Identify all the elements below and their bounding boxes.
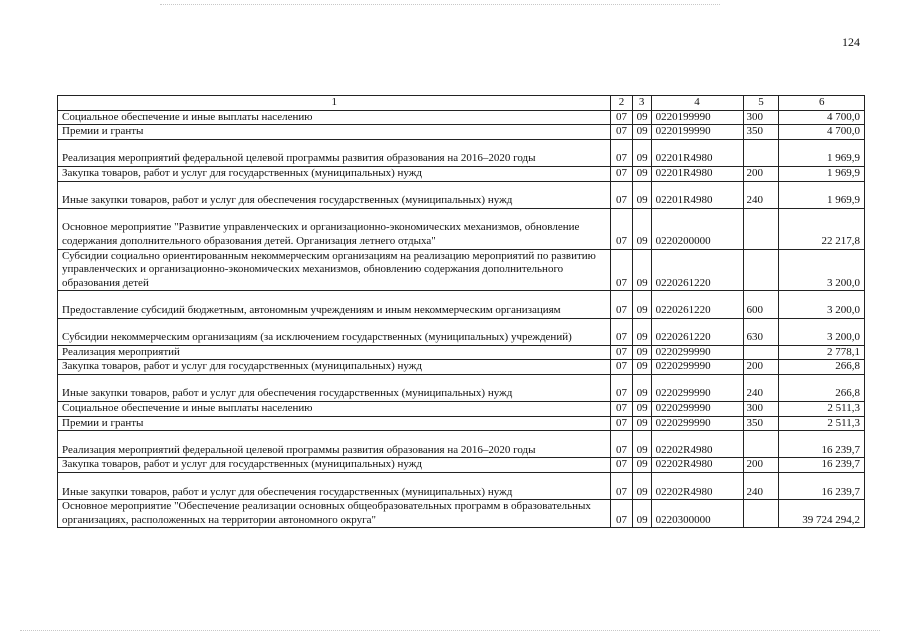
row-name-cell: Иные закупки товаров, работ и услуг для обеспечения государственных (муниципальных) нужд	[58, 473, 611, 500]
row-target-article-cell: 0220261220	[651, 318, 743, 345]
row-target-article-cell: 02201R4980	[651, 139, 743, 166]
table-row	[58, 360, 865, 375]
budget-table	[57, 95, 865, 528]
row-section-cell: 07	[611, 374, 632, 401]
row-amount-cell: 4 700,0	[779, 110, 865, 125]
row-expense-type-cell	[743, 431, 779, 458]
table-row	[58, 458, 865, 473]
header-col-5: 5	[743, 96, 779, 111]
row-name-cell: Субсидии некоммерческим организациям (за исключением государственных (муниципальных) учреждений)	[58, 318, 611, 345]
table-row	[58, 181, 865, 208]
row-subsection-cell: 09	[632, 208, 651, 249]
row-amount-cell: 16 239,7	[779, 431, 865, 458]
row-expense-type-cell: 300	[743, 110, 779, 125]
row-amount-cell: 16 239,7	[779, 458, 865, 473]
table-row	[58, 473, 865, 500]
row-amount-cell: 4 700,0	[779, 125, 865, 140]
scan-artifact-bottom	[20, 630, 880, 632]
row-subsection-cell: 09	[632, 431, 651, 458]
table-row	[58, 291, 865, 318]
row-subsection-cell: 09	[632, 360, 651, 375]
row-name-cell: Основное мероприятие "Развитие управленческих и организационно-экономических механизмов, обновление содержания дополнительного образования детей. Организация летнего отдыха"	[58, 208, 611, 249]
row-expense-type-cell: 200	[743, 360, 779, 375]
table-row	[58, 431, 865, 458]
row-target-article-cell: 0220299990	[651, 345, 743, 360]
row-amount-cell: 266,8	[779, 374, 865, 401]
row-target-article-cell: 0220299990	[651, 360, 743, 375]
row-expense-type-cell: 630	[743, 318, 779, 345]
row-name-cell: Реализация мероприятий федеральной целевой программы развития образования на 2016–2020 годы	[58, 431, 611, 458]
row-amount-cell: 2 511,3	[779, 402, 865, 417]
row-section-cell: 07	[611, 166, 632, 181]
row-name-cell: Иные закупки товаров, работ и услуг для обеспечения государственных (муниципальных) нужд	[58, 374, 611, 401]
row-section-cell: 07	[611, 473, 632, 500]
row-target-article-cell: 0220299990	[651, 374, 743, 401]
row-section-cell: 07	[611, 139, 632, 166]
row-name-cell: Основное мероприятие "Обеспечение реализации основных общеобразовательных программ в образовательных организациях, расположенных на территории автономного округа"	[58, 500, 611, 528]
row-target-article-cell: 0220199990	[651, 110, 743, 125]
row-subsection-cell: 09	[632, 402, 651, 417]
row-expense-type-cell	[743, 139, 779, 166]
row-target-article-cell: 02202R4980	[651, 473, 743, 500]
row-section-cell: 07	[611, 249, 632, 291]
row-section-cell: 07	[611, 345, 632, 360]
table-row	[58, 208, 865, 249]
header-col-2: 2	[611, 96, 632, 111]
row-expense-type-cell: 600	[743, 291, 779, 318]
row-target-article-cell: 02201R4980	[651, 181, 743, 208]
table-row	[58, 166, 865, 181]
row-section-cell: 07	[611, 500, 632, 528]
row-name-cell: Иные закупки товаров, работ и услуг для обеспечения государственных (муниципальных) нужд	[58, 181, 611, 208]
row-amount-cell: 1 969,9	[779, 181, 865, 208]
page-number: 124	[842, 35, 860, 49]
header-col-4: 4	[651, 96, 743, 111]
table-row	[58, 110, 865, 125]
row-amount-cell: 2 511,3	[779, 416, 865, 431]
row-subsection-cell: 09	[632, 500, 651, 528]
row-name-cell: Социальное обеспечение и иные выплаты населению	[58, 110, 611, 125]
row-subsection-cell: 09	[632, 166, 651, 181]
row-section-cell: 07	[611, 110, 632, 125]
row-amount-cell: 266,8	[779, 360, 865, 375]
row-target-article-cell: 0220261220	[651, 249, 743, 291]
row-name-cell: Реализация мероприятий федеральной целевой программы развития образования на 2016–2020 годы	[58, 139, 611, 166]
table-row	[58, 249, 865, 291]
header-col-3: 3	[632, 96, 651, 111]
row-section-cell: 07	[611, 125, 632, 140]
row-name-cell: Закупка товаров, работ и услуг для государственных (муниципальных) нужд	[58, 166, 611, 181]
row-subsection-cell: 09	[632, 181, 651, 208]
row-amount-cell: 22 217,8	[779, 208, 865, 249]
row-expense-type-cell	[743, 208, 779, 249]
row-amount-cell: 3 200,0	[779, 249, 865, 291]
row-expense-type-cell: 240	[743, 473, 779, 500]
row-section-cell: 07	[611, 458, 632, 473]
row-subsection-cell: 09	[632, 291, 651, 318]
row-target-article-cell: 0220299990	[651, 402, 743, 417]
row-section-cell: 07	[611, 208, 632, 249]
row-target-article-cell: 0220300000	[651, 500, 743, 528]
row-target-article-cell: 02202R4980	[651, 431, 743, 458]
table-row	[58, 318, 865, 345]
row-amount-cell: 16 239,7	[779, 473, 865, 500]
row-section-cell: 07	[611, 431, 632, 458]
row-amount-cell: 1 969,9	[779, 139, 865, 166]
row-section-cell: 07	[611, 360, 632, 375]
row-expense-type-cell: 200	[743, 166, 779, 181]
row-expense-type-cell: 350	[743, 416, 779, 431]
row-target-article-cell: 0220200000	[651, 208, 743, 249]
row-section-cell: 07	[611, 402, 632, 417]
row-subsection-cell: 09	[632, 125, 651, 140]
row-section-cell: 07	[611, 291, 632, 318]
table-row	[58, 500, 865, 528]
header-col-1: 1	[58, 96, 611, 111]
row-expense-type-cell: 200	[743, 458, 779, 473]
table-header-row	[58, 96, 865, 111]
table-row	[58, 125, 865, 140]
row-name-cell: Социальное обеспечение и иные выплаты населению	[58, 402, 611, 417]
row-subsection-cell: 09	[632, 139, 651, 166]
row-target-article-cell: 0220199990	[651, 125, 743, 140]
row-amount-cell: 3 200,0	[779, 291, 865, 318]
row-section-cell: 07	[611, 416, 632, 431]
row-expense-type-cell	[743, 345, 779, 360]
scan-artifact-top	[160, 4, 720, 6]
table-row	[58, 139, 865, 166]
row-name-cell: Закупка товаров, работ и услуг для государственных (муниципальных) нужд	[58, 458, 611, 473]
table-row	[58, 374, 865, 401]
row-subsection-cell: 09	[632, 249, 651, 291]
row-subsection-cell: 09	[632, 374, 651, 401]
row-subsection-cell: 09	[632, 473, 651, 500]
table-row	[58, 416, 865, 431]
row-amount-cell: 1 969,9	[779, 166, 865, 181]
row-amount-cell: 39 724 294,2	[779, 500, 865, 528]
row-subsection-cell: 09	[632, 318, 651, 345]
row-target-article-cell: 0220261220	[651, 291, 743, 318]
row-expense-type-cell: 300	[743, 402, 779, 417]
row-name-cell: Премии и гранты	[58, 125, 611, 140]
row-section-cell: 07	[611, 318, 632, 345]
row-amount-cell: 3 200,0	[779, 318, 865, 345]
row-expense-type-cell	[743, 500, 779, 528]
row-expense-type-cell: 240	[743, 181, 779, 208]
row-subsection-cell: 09	[632, 416, 651, 431]
header-col-6: 6	[779, 96, 865, 111]
row-name-cell: Реализация мероприятий	[58, 345, 611, 360]
row-name-cell: Предоставление субсидий бюджетным, автономным учреждениям и иным некоммерческим организациям	[58, 291, 611, 318]
row-target-article-cell: 02202R4980	[651, 458, 743, 473]
row-expense-type-cell: 240	[743, 374, 779, 401]
row-subsection-cell: 09	[632, 110, 651, 125]
row-subsection-cell: 09	[632, 345, 651, 360]
row-name-cell: Субсидии социально ориентированным некоммерческим организациям на реализацию мероприятий по развитию управленческих и организационно-экономических механизмов, обновлению содержания дополнительного образования детей	[58, 249, 611, 291]
row-target-article-cell: 02201R4980	[651, 166, 743, 181]
row-name-cell: Премии и гранты	[58, 416, 611, 431]
row-expense-type-cell: 350	[743, 125, 779, 140]
row-section-cell: 07	[611, 181, 632, 208]
row-name-cell: Закупка товаров, работ и услуг для государственных (муниципальных) нужд	[58, 360, 611, 375]
row-target-article-cell: 0220299990	[651, 416, 743, 431]
row-expense-type-cell	[743, 249, 779, 291]
row-subsection-cell: 09	[632, 458, 651, 473]
row-amount-cell: 2 778,1	[779, 345, 865, 360]
table-row	[58, 345, 865, 360]
table-row	[58, 402, 865, 417]
